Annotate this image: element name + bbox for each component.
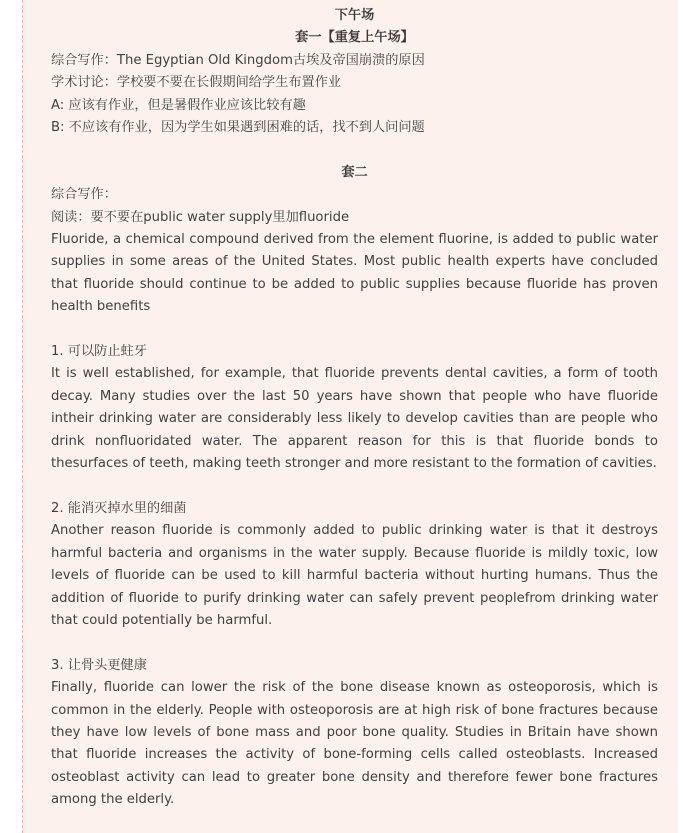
session-title: 下午场 — [334, 8, 375, 23]
set2-intro-paragraph: Fluoride, a chemical compound derived from the element fluorine, is added to public water supplies in some areas of the United States. Most public health experts have concluded that fluoride should continue to be added to public supplies because fluoride has proven health benefits — [51, 232, 658, 315]
article-body — [51, 5, 658, 812]
point-2-heading: 2. 能消灭掉水里的细菌 — [51, 500, 187, 516]
point-1-heading: 1. 可以防止蛀牙 — [51, 344, 147, 360]
spacer — [51, 139, 658, 161]
set1-discussion-line: 学术讨论：学校要不要在长假期间给学生布置作业 — [51, 75, 342, 91]
set1-title: 套一【重复上午场】 — [295, 30, 414, 46]
point-3-heading: 3. 让骨头更健康 — [51, 657, 147, 673]
set1-option-b: B: 不应该有作业，因为学生如果遇到困难的话，找不到人问问题 — [51, 120, 425, 136]
set2-reading-label: 阅读：要不要在public water supply里加fluoride — [51, 209, 350, 225]
spacer — [51, 632, 658, 654]
point-2-paragraph: Another reason fluoride is commonly added to public drinking water is that it destroys harmful bacteria and organisms in the water supply. Because fluoride is mildly toxic, low levels of fluoride can be used to kill harmful bacteria without hurting humans. Thus the addition of fluoride to purify drinking water can safely prevent peoplefrom drinking water that could potentially be harmful. — [51, 523, 658, 628]
set2-writing-label: 综合写作： — [51, 187, 117, 203]
set1-option-a: A: 应该有作业，但是暑假作业应该比较有趣 — [51, 97, 306, 113]
spacer — [51, 319, 658, 341]
spacer — [51, 476, 658, 498]
point-3-paragraph: Finally, fluoride can lower the risk of the bone disease known as osteoporosis, which is common in the elderly. People with osteoporosis are at high risk of bone fractures because they have low levels of bone mass and poor bone quality. Studies in Britain have shown that fluoride increases the activity of bone-forming cells called osteoblasts. Increased osteoblast activity can lead to greater bone density and therefore fewer bone fractures among the elderly. — [51, 680, 658, 808]
set2-title: 套二 — [341, 164, 368, 180]
set1-writing-line: 综合写作：The Egyptian Old Kingdom古埃及帝国崩溃的原因 — [51, 52, 425, 68]
point-1-paragraph: It is well established, for example, that fluoride prevents dental cavities, a form of tooth decay. Many studies over the last 50 years have shown that people who have fluoride intheir drinking water are considerably less likely to develop cavities than are people who drink nonfluoridated water. The apparent reason for this is that fluoride bonds to thesurfaces of teeth, making teeth stronger and more resistant to the formation of cavities. — [51, 366, 658, 472]
